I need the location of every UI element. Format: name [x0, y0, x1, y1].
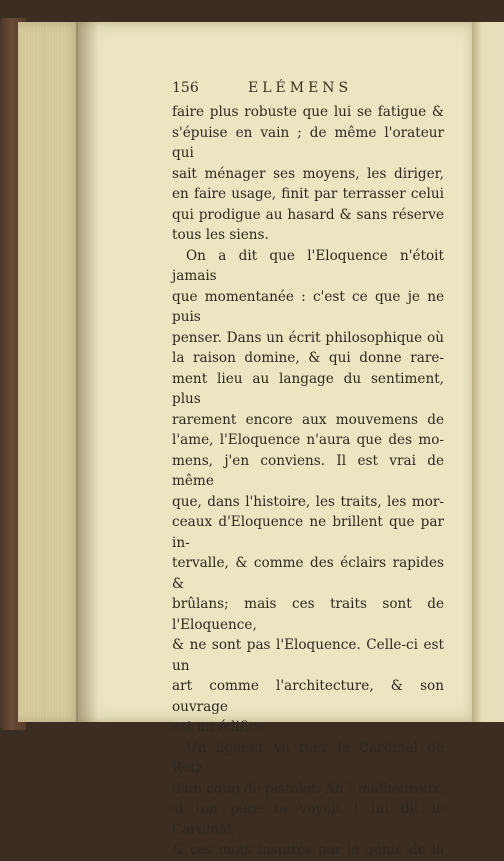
- text-line: rarement encore aux mouvemens de: [172, 411, 444, 428]
- text-line: si ton père te voyoit ! lui dit le Cardinal;: [172, 801, 444, 838]
- gutter-shadow: [76, 22, 98, 722]
- text-line: & ces mots inspirés par le génie de la: [172, 842, 444, 858]
- running-head-title: ELÉMENS: [248, 80, 353, 96]
- text-line: est un édifice.: [172, 719, 269, 735]
- text-line: qui prodigue au hasard & sans réserve: [172, 206, 444, 223]
- text-line: tervalle, & comme des éclairs rapides &: [172, 555, 444, 592]
- facing-page-edge: [472, 22, 504, 722]
- text-line: penser. Dans un écrit philosophique où: [172, 329, 444, 346]
- text-line: brûlans; mais ces traits sont de l'Eloquence,: [172, 596, 444, 633]
- text-line: sait ménager ses moyens, les diriger,: [172, 165, 444, 182]
- text-line: l'ame, l'Eloquence n'aura que des mo-: [172, 432, 444, 448]
- text-line: que momentanée : c'est ce que je ne puis: [172, 288, 444, 325]
- text-line: s'épuise en vain ; de même l'orateur qui: [172, 124, 444, 161]
- text-line: que, dans l'histoire, les traits, les mor-: [172, 493, 444, 510]
- text-line: Un ligueur va tuer le Cardinal de Retz: [172, 739, 444, 776]
- text-line: en faire usage, finit par terrasser celui: [172, 186, 444, 202]
- text-line: d'un coup de pistolet. Ah ! malheureux,: [172, 780, 444, 797]
- text-line: tous les siens.: [172, 227, 269, 243]
- text-line: On a dit que l'Eloquence n'étoit jamais: [172, 247, 444, 284]
- text-line: ment lieu au langage du sentiment, plus: [172, 370, 444, 407]
- text-line: mens, j'en conviens. Il est vrai de même: [172, 452, 444, 489]
- text-line: ceaux d'Eloquence ne brillent que par in-: [172, 514, 444, 551]
- body-text: [172, 102, 444, 861]
- running-head: [172, 80, 452, 102]
- page-number: 156: [172, 80, 199, 96]
- text-line: & ne sont pas l'Eloquence. Celle-ci est un: [172, 637, 444, 674]
- text-line: la raison domine, & qui donne rare-: [172, 350, 444, 366]
- text-line: faire plus robuste que lui se fatigue &: [172, 104, 444, 120]
- page-edges: [18, 22, 80, 722]
- text-line: art comme l'architecture, & son ouvrage: [172, 678, 444, 715]
